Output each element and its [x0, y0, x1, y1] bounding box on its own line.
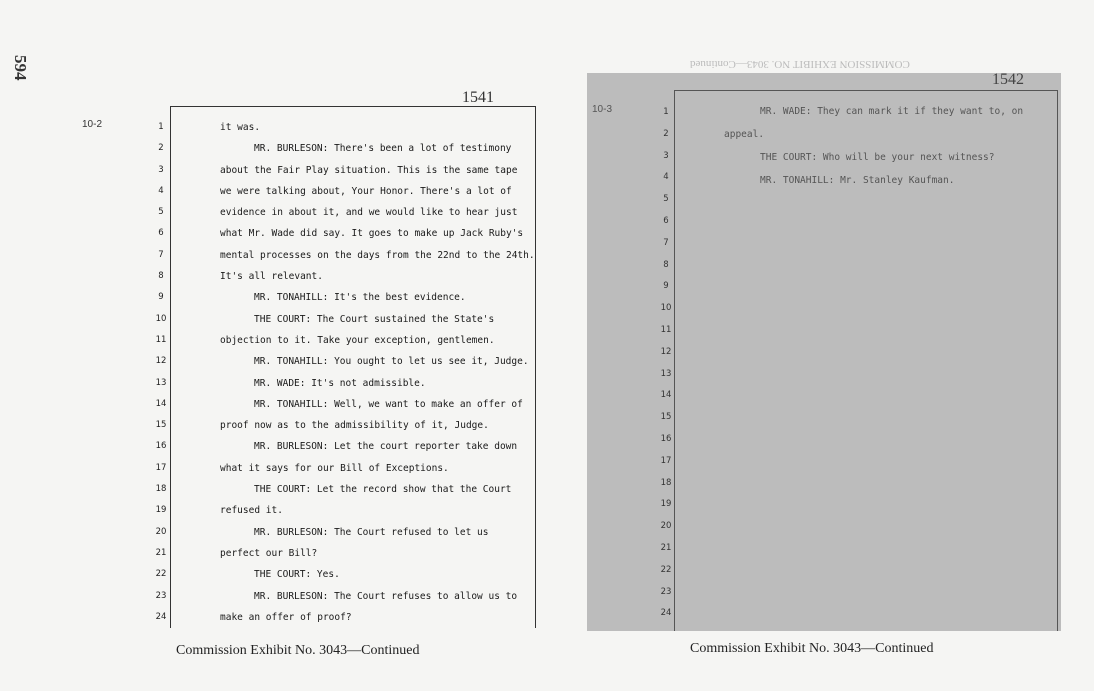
line-number: 11 [660, 324, 672, 335]
transcript-line: MR. BURLESON: Let the court reporter take down [254, 441, 518, 453]
ghost-heading: COMMISSION EXHIBIT NO. 3043—Continued [690, 58, 910, 70]
transcript-line: mental processes on the days from the 22nd to the 24th. [220, 249, 535, 261]
line-number: 12 [155, 356, 167, 367]
transcript-line: it was. [220, 122, 261, 133]
transcript-line: MR. BURLESON: The Court refuses to allow us to [254, 590, 518, 602]
transcript-line: MR. BURLESON: There's been a lot of testimony [254, 143, 512, 155]
line-number: 4 [158, 185, 164, 196]
line-number: 16 [660, 433, 672, 444]
line-number: 21 [155, 547, 167, 558]
line-number: 23 [660, 586, 672, 597]
right-line-numbers [655, 102, 677, 625]
line-number: 9 [663, 281, 669, 292]
line-number: 3 [663, 150, 669, 161]
line-number: 1 [663, 107, 669, 117]
transcript-line: THE COURT: Who will be your next witness? [760, 152, 995, 163]
transcript-line: what it says for our Bill of Exceptions. [220, 462, 449, 474]
line-number: 12 [660, 346, 672, 357]
line-number: 14 [660, 390, 672, 401]
line-number: 2 [158, 143, 164, 154]
line-number: 22 [155, 569, 167, 580]
line-number: 6 [663, 215, 669, 226]
line-number: 13 [155, 377, 167, 388]
line-number: 15 [660, 412, 672, 423]
line-number: 24 [660, 608, 672, 619]
line-number: 17 [660, 455, 672, 466]
transcript-line: we were talking about, Your Honor. There's a lot of [220, 185, 512, 197]
transcript-line: about the Fair Play situation. This is the same tape [220, 164, 518, 176]
right-page-stamp: 1542 [992, 71, 1024, 88]
line-number: 9 [158, 292, 164, 303]
line-number: 5 [158, 207, 164, 218]
left-caption: Commission Exhibit No. 3043—Continued [176, 643, 420, 658]
line-number: 7 [158, 249, 164, 260]
transcript-line: MR. TONAHILL: You ought to let us see it, Judge. [254, 356, 529, 368]
transcript-line: refused it. [220, 505, 283, 517]
line-number: 2 [663, 128, 669, 139]
line-number: 11 [155, 334, 167, 345]
line-number: 20 [660, 521, 672, 532]
transcript-line: MR. WADE: They can mark it if they want to, on [760, 106, 1024, 117]
transcript-line: MR. BURLESON: The Court refused to let us [254, 526, 489, 538]
transcript-line: proof now as to the admissibility of it, Judge. [220, 420, 489, 432]
line-number: 23 [155, 590, 167, 601]
right-caption: Commission Exhibit No. 3043—Continued [690, 641, 934, 656]
transcript-line: appeal. [724, 129, 765, 140]
transcript-line: objection to it. Take your exception, gentlemen. [220, 334, 495, 346]
line-number: 6 [158, 228, 164, 239]
line-number: 4 [663, 172, 669, 183]
transcript-line: MR. TONAHILL: It's the best evidence. [254, 292, 466, 304]
right-transcript-text [724, 100, 1054, 192]
right-page-code: 10-3 [592, 104, 613, 115]
line-number: 19 [155, 505, 167, 516]
transcript-line: THE COURT: The Court sustained the State's [254, 313, 495, 325]
line-number: 5 [663, 194, 669, 205]
line-number: 7 [663, 237, 669, 248]
line-number: 18 [660, 477, 672, 488]
line-number: 21 [660, 542, 672, 553]
left-line-numbers [150, 117, 172, 628]
line-number: 14 [155, 398, 167, 409]
line-number: 3 [158, 164, 164, 175]
transcript-line: MR. TONAHILL: Well, we want to make an offer of [254, 398, 523, 410]
line-number: 24 [155, 611, 167, 622]
line-number: 10 [660, 303, 672, 314]
line-number: 16 [155, 441, 167, 452]
transcript-line: THE COURT: Yes. [254, 569, 340, 581]
line-number: 19 [660, 499, 672, 510]
transcript-line: make an offer of proof? [220, 611, 352, 623]
transcript-line: evidence in about it, and we would like to hear just [220, 207, 518, 219]
transcript-line: what Mr. Wade did say. It goes to make up Jack Ruby's [220, 228, 524, 240]
line-number: 20 [155, 526, 167, 537]
left-page-stamp: 1541 [462, 89, 494, 106]
transcript-line: THE COURT: Let the record show that the Court [254, 484, 512, 496]
line-number: 8 [158, 271, 164, 282]
line-number: 18 [155, 484, 167, 495]
line-number: 8 [663, 259, 669, 270]
side-page-number: 594 [11, 55, 30, 81]
transcript-line: It's all relevant. [220, 271, 323, 283]
transcript-line: perfect our Bill? [220, 547, 318, 559]
line-number: 10 [155, 313, 167, 324]
transcript-line: MR. WADE: It's not admissible. [254, 377, 426, 389]
line-number: 1 [158, 122, 164, 132]
line-number: 13 [660, 368, 672, 379]
line-number: 15 [155, 420, 167, 431]
left-page-code: 10-2 [82, 119, 103, 130]
line-number: 22 [660, 564, 672, 575]
left-transcript-text [220, 117, 535, 628]
transcript-line: MR. TONAHILL: Mr. Stanley Kaufman. [760, 175, 955, 186]
line-number: 17 [155, 462, 167, 473]
